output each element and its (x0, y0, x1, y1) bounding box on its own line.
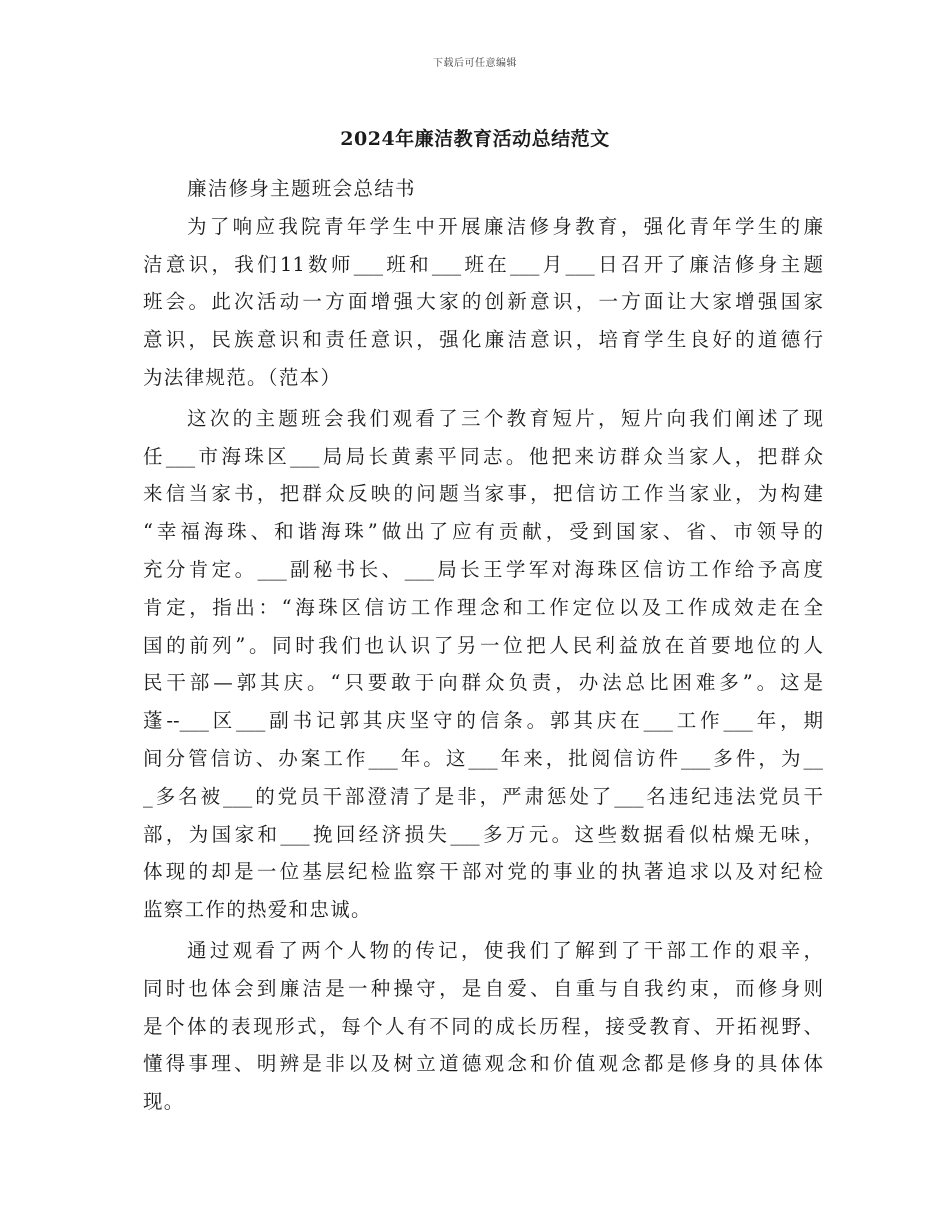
text-line: 洁意识，我们11数师___班和___班在___月___日召开了廉洁修身主题 (143, 252, 823, 276)
paragraph-2 (143, 400, 823, 929)
text-line: 为了响应我院青年学生中开展廉洁修身教育，强化青年学生的廉 (187, 214, 823, 238)
header-note: 下载后可任意编辑 (433, 58, 517, 69)
paragraph-1 (143, 208, 823, 397)
text-line: 这次的主题班会我们观看了三个教育短片，短片向我们阐述了现 (187, 406, 823, 430)
text-line: 同时也体会到廉洁是一种操守，是自爱、自重与自我约束，而修身则 (143, 976, 823, 1000)
text-line: 部，为国家和___挽回经济损失___多万元。这些数据看似枯燥无味， (143, 822, 823, 846)
text-line: 民干部—郭其庆。“只要敢于向群众负责，办法总比困难多”。这是 (143, 671, 823, 695)
text-line: 国的前列”。同时我们也认识了另一位把人民利益放在首要地位的人 (143, 633, 823, 657)
text-line: 来信当家书，把群众反映的问题当家事，把信访工作当家业，为构建 (143, 482, 823, 506)
text-line: 监察工作的热爱和忠诚。 (143, 898, 372, 922)
text-line: 懂得事理、明辨是非以及树立道德观念和价值观念都是修身的具体体 (143, 1052, 823, 1076)
text-line: _多名被___的党员干部澄清了是非，严肃惩处了___名违纪违法党员干 (143, 784, 823, 808)
paragraph-3 (143, 932, 823, 1121)
text-line: 蓬--___区___副书记郭其庆坚守的信条。郭其庆在___工作___年，期 (143, 709, 823, 733)
text-line: 班会。此次活动一方面增强大家的创新意识，一方面让大家增强国家 (143, 290, 823, 314)
text-line: 为法律规范。（范本） (143, 365, 342, 389)
text-line: 充分肯定。___副秘书长、___局长王学军对海珠区信访工作给予高度 (143, 557, 823, 581)
section-subtitle: 廉洁修身主题班会总结书 (187, 177, 416, 200)
text-line: 间分管信访、办案工作___年。这___年来，批阅信访件___多件，为__ (143, 746, 823, 770)
text-line: 通过观看了两个人物的传记，使我们了解到了干部工作的艰辛， (187, 938, 823, 962)
text-line: “幸福海珠、和谐海珠”做出了应有贡献，受到国家、省、市领导的 (143, 520, 823, 544)
text-line: 肯定，指出：“海珠区信访工作理念和工作定位以及工作成效走在全 (143, 595, 823, 619)
document-body (143, 170, 823, 1121)
text-line: 体现的却是一位基层纪检监察干部对党的事业的执著追求以及对纪检 (143, 860, 823, 884)
document-title: 2024年廉洁教育活动总结范文 (340, 128, 610, 150)
text-line: 意识，民族意识和责任意识，强化廉洁意识，培育学生良好的道德行 (143, 328, 823, 352)
text-line: 是个体的表现形式，每个人有不同的成长历程，接受教育、开拓视野、 (143, 1014, 823, 1038)
text-line: 现。 (143, 1090, 185, 1114)
text-line: 任___市海珠区___局局长黄素平同志。他把来访群众当家人，把群众 (143, 444, 823, 468)
